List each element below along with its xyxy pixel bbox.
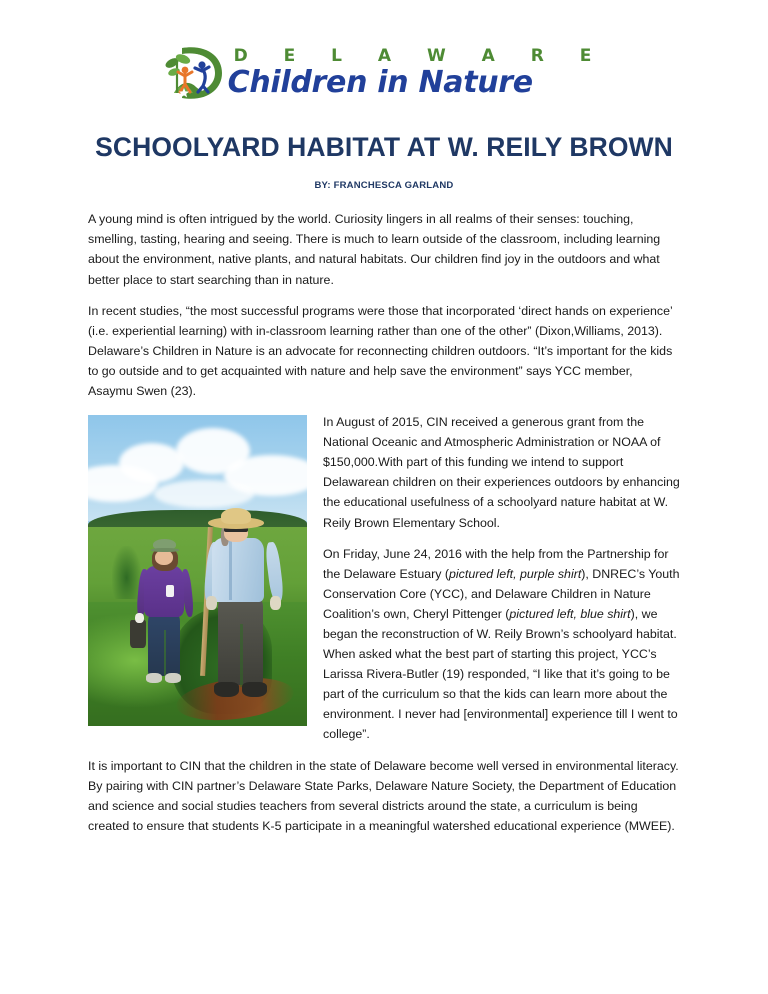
photo-shoe	[165, 673, 181, 682]
photo-name-tag	[166, 585, 175, 597]
photo-straw-hat-crown	[221, 508, 251, 524]
organization-logo	[88, 0, 680, 104]
photo-leg-gap	[164, 630, 166, 677]
paragraph-partners-part-a: On Friday, June 24, 2016 with the help from the Partnership for the Delaware Estuary (	[323, 546, 669, 581]
photo-face	[155, 550, 173, 566]
paragraph-studies: In recent studies, “the most successful programs were those that incorporated ‘direct hands on experience’ (i.e. experiential learning) with in-classroom learning rather than one of the other” (Dixon,Williams, 2013). Delaware’s Children in Nature is an advocate for reconnecting children outdoors. “It’s important for the kids to go outside and to get acquainted with nature and help save the environment” says YCC member, Asaymu Swen (23).	[88, 303, 673, 398]
logo-children-in-nature-text: Children in Nature	[227, 64, 533, 100]
page-title: SCHOOLYARD HABITAT AT W. REILY BROWN	[95, 132, 673, 162]
photo-boot	[214, 682, 239, 698]
delaware-children-in-nature-emblem-icon	[162, 42, 226, 104]
paragraph-grant: In August of 2015, CIN received a generous grant from the National Oceanic and Atmospheric Administration or NOAA of $150,000.With part of this funding we intend to support Delawarean children on their experiences outdoors by enhancing the educational usefulness of a schoolyard nature habitat at W. Reily Brown Elementary School.	[323, 415, 680, 530]
paragraph-partners-part-b: ), DNREC’s Youth Conservation Core (YCC), and Delaware Children in Nature Coalition’s own, Cheryl Pittenger (	[323, 566, 680, 621]
photo-boot	[242, 682, 267, 698]
photo-glove	[270, 596, 281, 610]
logo-lockup	[162, 42, 607, 104]
volunteers-field-photo	[88, 415, 307, 726]
caption-reference-blue-shirt: pictured left, blue shirt	[509, 606, 631, 621]
paragraph-intro: A young mind is often intrigued by the world. Curiosity lingers in all realms of their senses: touching, smelling, tasting, hearing and seeing. There is much to learn outside of the classroom, including learning about the environment, native plants, and natural habitats. Our children find joy in the outdoors and what better place to start searching than in nature.	[88, 212, 661, 287]
photo-shirt-fold	[229, 540, 233, 600]
photo-blue-shirt	[212, 538, 264, 602]
paragraph-partners-part-c: ), we began the reconstruction of W. Reily Brown’s schoolyard habitat. When asked what the best part of starting this project, YCC’s Larissa Rivera-Butler (19) responded, “I like that it’s going to be part of the curriculum so that the kids can learn more about the environment. I never had [environmental] experience till I went to college”.	[323, 606, 678, 742]
photo-purple-shirt	[144, 566, 184, 617]
photo-cap-brim	[151, 548, 179, 552]
photo-person-purple-shirt	[136, 539, 193, 695]
article-body	[88, 209, 680, 836]
logo-delaware-text: D E L A W A R E	[233, 45, 607, 66]
article-byline: BY: FRANCHESCA GARLAND	[314, 180, 454, 192]
photo-glove	[135, 613, 144, 624]
caption-reference-purple-shirt: pictured left, purple shirt	[449, 566, 582, 581]
photo-person-blue-shirt	[206, 508, 280, 707]
photo-shoe	[146, 673, 162, 682]
photo-leg-gap	[240, 624, 243, 688]
photo-glove	[206, 596, 217, 610]
paragraph-literacy: It is important to CIN that the children in the state of Delaware become well versed in environmental literacy. By pairing with CIN partner’s Delaware State Parks, Delaware Nature Society, the Department of Education and science and social studies teachers from several districts around the state, a curriculum is being created to ensure that students K-5 participate in a meaningful watershed educational experience (MWEE).	[88, 758, 679, 833]
photo-tool-bag	[130, 620, 146, 648]
logo-wordmark	[227, 45, 607, 100]
article-figure	[88, 415, 307, 726]
